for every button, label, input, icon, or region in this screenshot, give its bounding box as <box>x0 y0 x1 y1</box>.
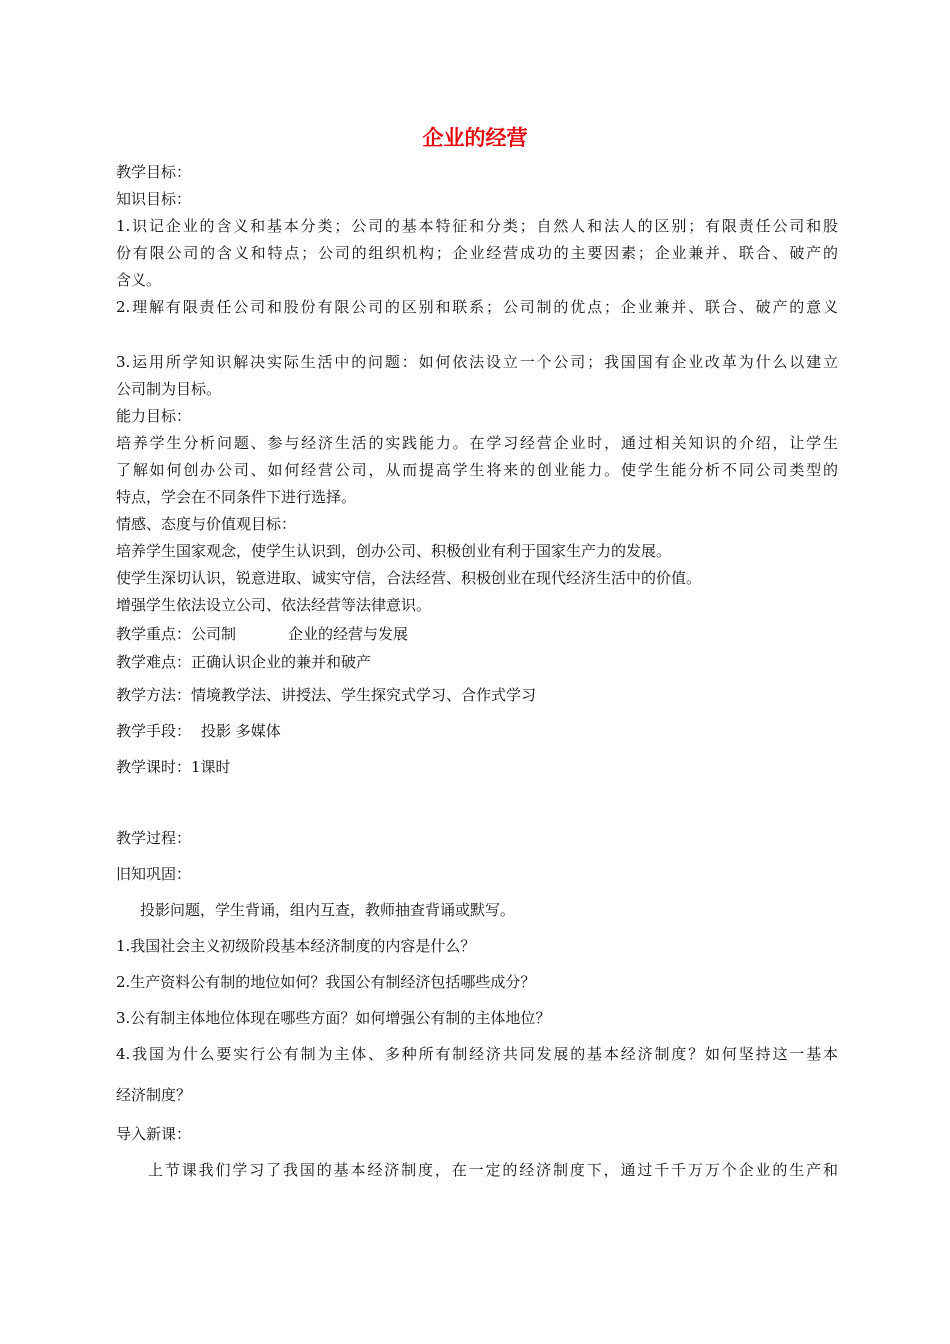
paragraph-line: 培养学生分析问题、参与经济生活的实践能力。在学习经营企业时，通过相关知识的介绍，让学生 <box>116 434 838 452</box>
heading-review: 旧知巩固： <box>116 865 192 883</box>
paragraph-line: 使学生深切认识，锐意进取、诚实守信，合法经营、积极创业在现代经济生活中的价值。 <box>116 569 702 587</box>
heading-ability-goals: 能力目标： <box>116 407 192 425</box>
paragraph-line: 含义。 <box>116 271 162 289</box>
paragraph-line: 特点，学会在不同条件下进行选择。 <box>116 488 357 506</box>
question-item: 2.生产资料公有制的地位如何？我国公有制经济包括哪些成分？ <box>116 973 536 991</box>
teaching-focus-line <box>116 624 838 644</box>
teaching-means-line <box>116 721 838 741</box>
question-item: 3.公有制主体地位体现在哪些方面？如何增强公有制的主体地位？ <box>116 1009 551 1027</box>
teaching-hours-line: 教学课时：1课时 <box>116 758 231 776</box>
teaching-method-line: 教学方法：情境教学法、讲授法、学生探究式学习、合作式学习 <box>116 686 537 704</box>
paragraph-line: 增强学生依法设立公司、依法经营等法律意识。 <box>116 596 432 614</box>
paragraph-line: 了解如何创办公司、如何经营公司，从而提高学生将来的创业能力。使学生能分析不同公司类型的 <box>116 461 838 479</box>
teaching-means-value: 投影 多媒体 <box>201 722 281 740</box>
document-title: 企业的经营 <box>422 126 528 150</box>
question-item-continued: 经济制度？ <box>116 1086 192 1104</box>
heading-emotion-goals: 情感、态度与价值观目标： <box>116 515 297 533</box>
question-item: 4.我国为什么要实行公有制为主体、多种所有制经济共同发展的基本经济制度？如何坚持这一基本 <box>116 1045 838 1063</box>
paragraph-line: 1.识记企业的含义和基本分类；公司的基本特征和分类；自然人和法人的区别；有限责任公司和股 <box>116 217 838 235</box>
paragraph-line: 投影问题，学生背诵，组内互查，教师抽查背诵或默写。 <box>140 901 516 919</box>
heading-knowledge-goals: 知识目标： <box>116 190 192 208</box>
teaching-means-label: 教学手段： <box>116 722 192 740</box>
teaching-focus-extra: 企业的经营与发展 <box>288 625 409 643</box>
heading-teaching-process: 教学过程： <box>116 829 192 847</box>
paragraph-line: 3.运用所学知识解决实际生活中的问题：如何依法设立一个公司；我国国有企业改革为什么以建立 <box>116 353 838 371</box>
teaching-difficulty-line: 教学难点：正确认识企业的兼并和破产 <box>116 653 372 671</box>
heading-teaching-goals: 教学目标： <box>116 163 192 181</box>
paragraph-line: 份有限公司的含义和特点；公司的组织机构；企业经营成功的主要因素；企业兼并、联合、破产的 <box>116 244 838 262</box>
paragraph-line: 上节课我们学习了我国的基本经济制度，在一定的经济制度下，通过千千万万个企业的生产和 <box>148 1161 838 1179</box>
heading-new-lesson: 导入新课： <box>116 1125 192 1143</box>
paragraph-line: 培养学生国家观念，使学生认识到，创办公司、积极创业有利于国家生产力的发展。 <box>116 542 672 560</box>
question-item: 1.我国社会主义初级阶段基本经济制度的内容是什么？ <box>116 937 476 955</box>
teaching-focus-label: 教学重点：公司制 <box>116 625 237 643</box>
paragraph-line: 2.理解有限责任公司和股份有限公司的区别和联系；公司制的优点；企业兼并、联合、破产的意义 <box>116 298 838 316</box>
paragraph-line: 公司制为目标。 <box>116 380 222 398</box>
